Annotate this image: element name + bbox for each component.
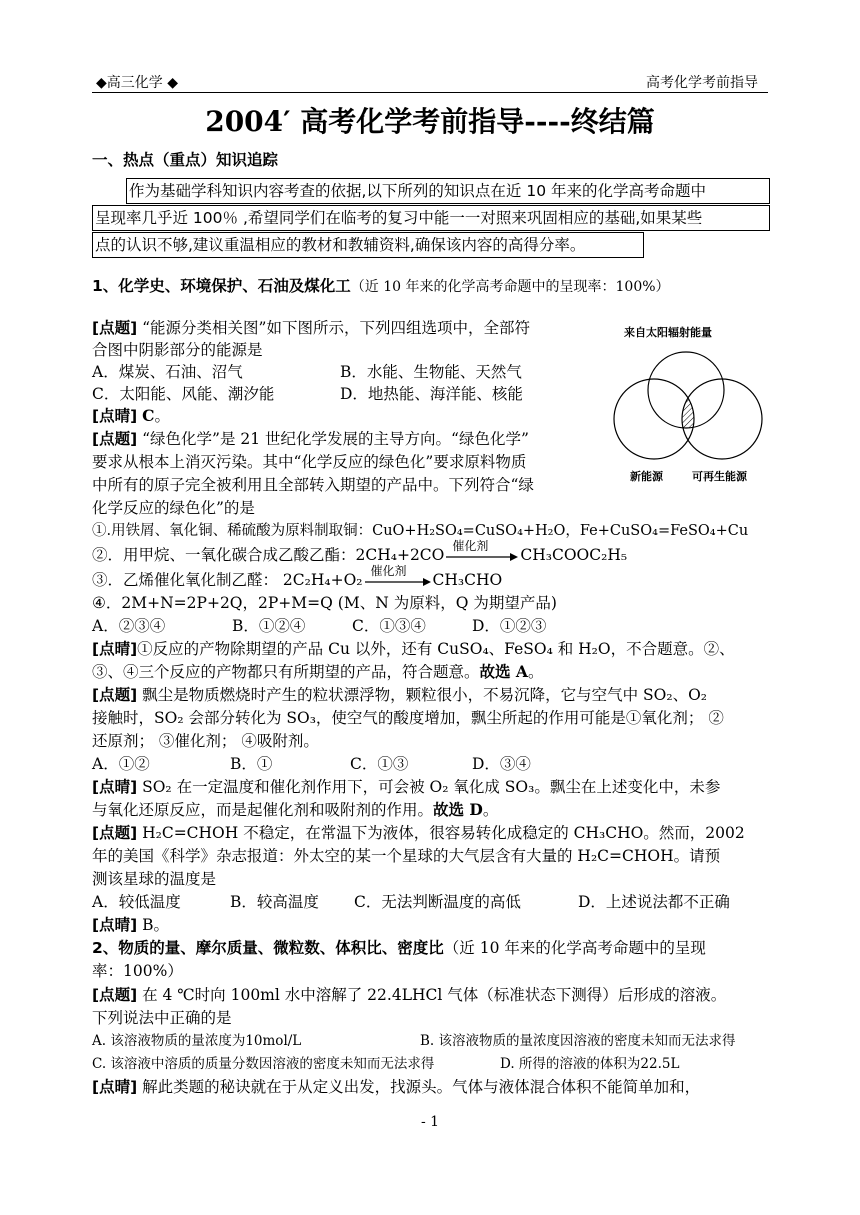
q3-option-d: D．③④ bbox=[472, 755, 531, 773]
q3-option-b: B．① bbox=[230, 755, 273, 773]
catalyst-arrow: 催化剂 bbox=[365, 574, 431, 588]
q4-option-c: C．无法判断温度的高低 bbox=[354, 893, 521, 911]
q4-option-d: D．上述说法都不正确 bbox=[578, 893, 730, 911]
q3-option-c: C．①③ bbox=[350, 755, 409, 773]
q5-line-2: 下列说法中正确的是 bbox=[92, 1009, 232, 1027]
q5-option-d: D. 所得的溶液的体积为22.5L bbox=[500, 1056, 680, 1072]
q4-line-3: 测该星球的温度是 bbox=[92, 870, 217, 888]
q5-answer: [点晴] 解此类题的秘诀就在于从定义出发，找源头。气体与液体混合体积不能简单加和， bbox=[92, 1078, 701, 1096]
q2-line-4: 化学反应的绿色化”的是 bbox=[92, 499, 255, 517]
q2-item-3: ③．乙烯催化氧化制乙醛： 2C₂H₄+O₂ 催化剂 CH₃CHO bbox=[92, 564, 503, 589]
venn-label-new-energy: 新能源 bbox=[630, 470, 663, 483]
q2-answer-line-1: [点晴]①反应的产物除期望的产品 Cu 以外，还有 CuSO₄、FeSO₄ 和 H₂O，不合题意。②、 bbox=[92, 640, 735, 658]
q5-option-c: C. 该溶液中溶质的质量分数因溶液的密度未知而无法求得 bbox=[92, 1056, 435, 1072]
page-number: - 1 bbox=[420, 1114, 440, 1130]
q3-line-2: 接触时，SO₂ 会部分转化为 SO₃，使空气的酸度增加，飘尘所起的作用可能是①氧化剂； ② bbox=[92, 709, 724, 727]
q2-answer-line-2: ③、④三个反应的产物都只有所期望的产品，符合题意。故选 A。 bbox=[92, 662, 544, 681]
q2-option-b: B．①②④ bbox=[232, 617, 306, 635]
q5-option-b: B. 该溶液物质的量浓度因溶液的密度未知而无法求得 bbox=[420, 1033, 736, 1049]
q1-line-2: 合图中阴影部分的能源是 bbox=[92, 341, 263, 359]
q1-line-1: [点题] “能源分类相关图”如下图所示，下列四组选项中，全部符 bbox=[92, 319, 530, 337]
q2-line-2: 要求从根本上消灭污染。其中“化学反应的绿色化”要求原料物质 bbox=[92, 453, 527, 471]
q5-option-a: A. 该溶液物质的量浓度为10mol/L bbox=[92, 1033, 302, 1049]
q1-answer: [点晴] C。 bbox=[92, 406, 170, 425]
topic-2-heading: 2、物质的量、摩尔质量、微粒数、体积比、密度比（近 10 年来的化学高考命题中的呈现 bbox=[92, 939, 706, 957]
header-left: ◆高三化学 ◆ bbox=[96, 75, 178, 91]
page-title: 2004′ 高考化学考前指导----终结篇 bbox=[205, 105, 655, 138]
q2-line-3: 中所有的原子完全被利用且全部转入期望的产品中。下列符合“绿 bbox=[92, 476, 534, 494]
q5-line-1: [点题] 在 4 ℃时向 100ml 水中溶解了 22.4LHCl 气体（标准状态下测得）后形成的溶液。 bbox=[92, 986, 727, 1004]
q3-line-3: 还原剂； ③催化剂； ④吸附剂。 bbox=[92, 732, 319, 750]
q1-option-a: A．煤炭、石油、沼气 bbox=[92, 363, 243, 381]
q3-answer-line-1: [点晴] SO₂ 在一定温度和催化剂作用下，可会被 O₂ 氧化成 SO₃。飘尘在上述变化中，未参 bbox=[92, 778, 721, 796]
q2-item-2: ②．用甲烷、一氧化碳合成乙酸乙酯：2CH₄+2CO 催化剂 CH₃COOC₂H₅ bbox=[92, 539, 628, 564]
q2-option-a: A．②③④ bbox=[92, 617, 166, 635]
q2-option-d: D．①②③ bbox=[472, 617, 547, 635]
q4-line-1: [点题] H₂C=CHOH 不稳定，在常温下为液体，很容易转化成稳定的 CH₃CHO。然而，2002 bbox=[92, 824, 745, 842]
q1-option-d: D．地热能、海洋能、核能 bbox=[340, 385, 523, 403]
q2-line-1: [点题] “绿色化学”是 21 世纪化学发展的主导方向。“绿色化学” bbox=[92, 430, 529, 448]
q3-line-1: [点题] 飘尘是物质燃烧时产生的粒状漂浮物，颗粒很小，不易沉降，它与空气中 SO₂、O₂ bbox=[92, 686, 707, 704]
q1-option-c: C．太阳能、风能、潮汐能 bbox=[92, 385, 275, 403]
q1-option-b: B．水能、生物能、天然气 bbox=[340, 363, 522, 381]
q2-item-4: ④．2M+N=2P+2Q，2P+M=Q (M、N 为原料，Q 为期望产品) bbox=[92, 594, 557, 612]
q2-item-1: ①.用铁屑、氧化铜、稀硫酸为原料制取铜：CuO+H₂SO₄=CuSO₄+H₂O，Fe+CuSO₄=FeSO₄+Cu bbox=[92, 523, 749, 539]
venn-label-renewable: 可再生能源 bbox=[692, 470, 747, 483]
q4-answer: [点晴] B。 bbox=[92, 916, 170, 934]
q4-line-2: 年的美国《科学》杂志报道：外太空的某一个星球的大气层含有大量的 H₂C=CHOH。请预 bbox=[92, 847, 721, 865]
q4-option-a: A．较低温度 bbox=[92, 893, 181, 911]
intro-box-line-2: 呈现率几乎近 100％ ,希望同学们在临考的复习中能一一对照来巩固相应的基础,如果某些 bbox=[92, 205, 770, 231]
section-heading: 一、热点（重点）知识追踪 bbox=[92, 150, 279, 169]
topic-2-heading-cont: 率：100%） bbox=[92, 962, 183, 980]
header-right: 高考化学考前指导 bbox=[646, 75, 758, 91]
q4-option-b: B．较高温度 bbox=[230, 893, 319, 911]
page-header bbox=[92, 72, 768, 93]
catalyst-arrow: 催化剂 bbox=[446, 549, 518, 563]
q3-option-a: A．①② bbox=[92, 755, 150, 773]
venn-label-solar: 来自太阳辐射能量 bbox=[624, 326, 712, 339]
intro-box-line-1: 作为基础学科知识内容考查的依据,以下所列的知识点在近 10 年来的化学高考命题中 bbox=[126, 178, 770, 204]
q2-option-c: C．①③④ bbox=[352, 617, 426, 635]
topic-1-heading: 1、化学史、环境保护、石油及煤化工（近 10 年来的化学高考命题中的呈现率：100%） bbox=[92, 277, 670, 295]
q3-answer-line-2: 与氧化还原反应，而是起催化剂和吸附剂的作用。故选 D。 bbox=[92, 800, 499, 819]
intro-box-line-3: 点的认识不够,建议重温相应的教材和教辅资料,确保该内容的高得分率。 bbox=[92, 232, 644, 258]
